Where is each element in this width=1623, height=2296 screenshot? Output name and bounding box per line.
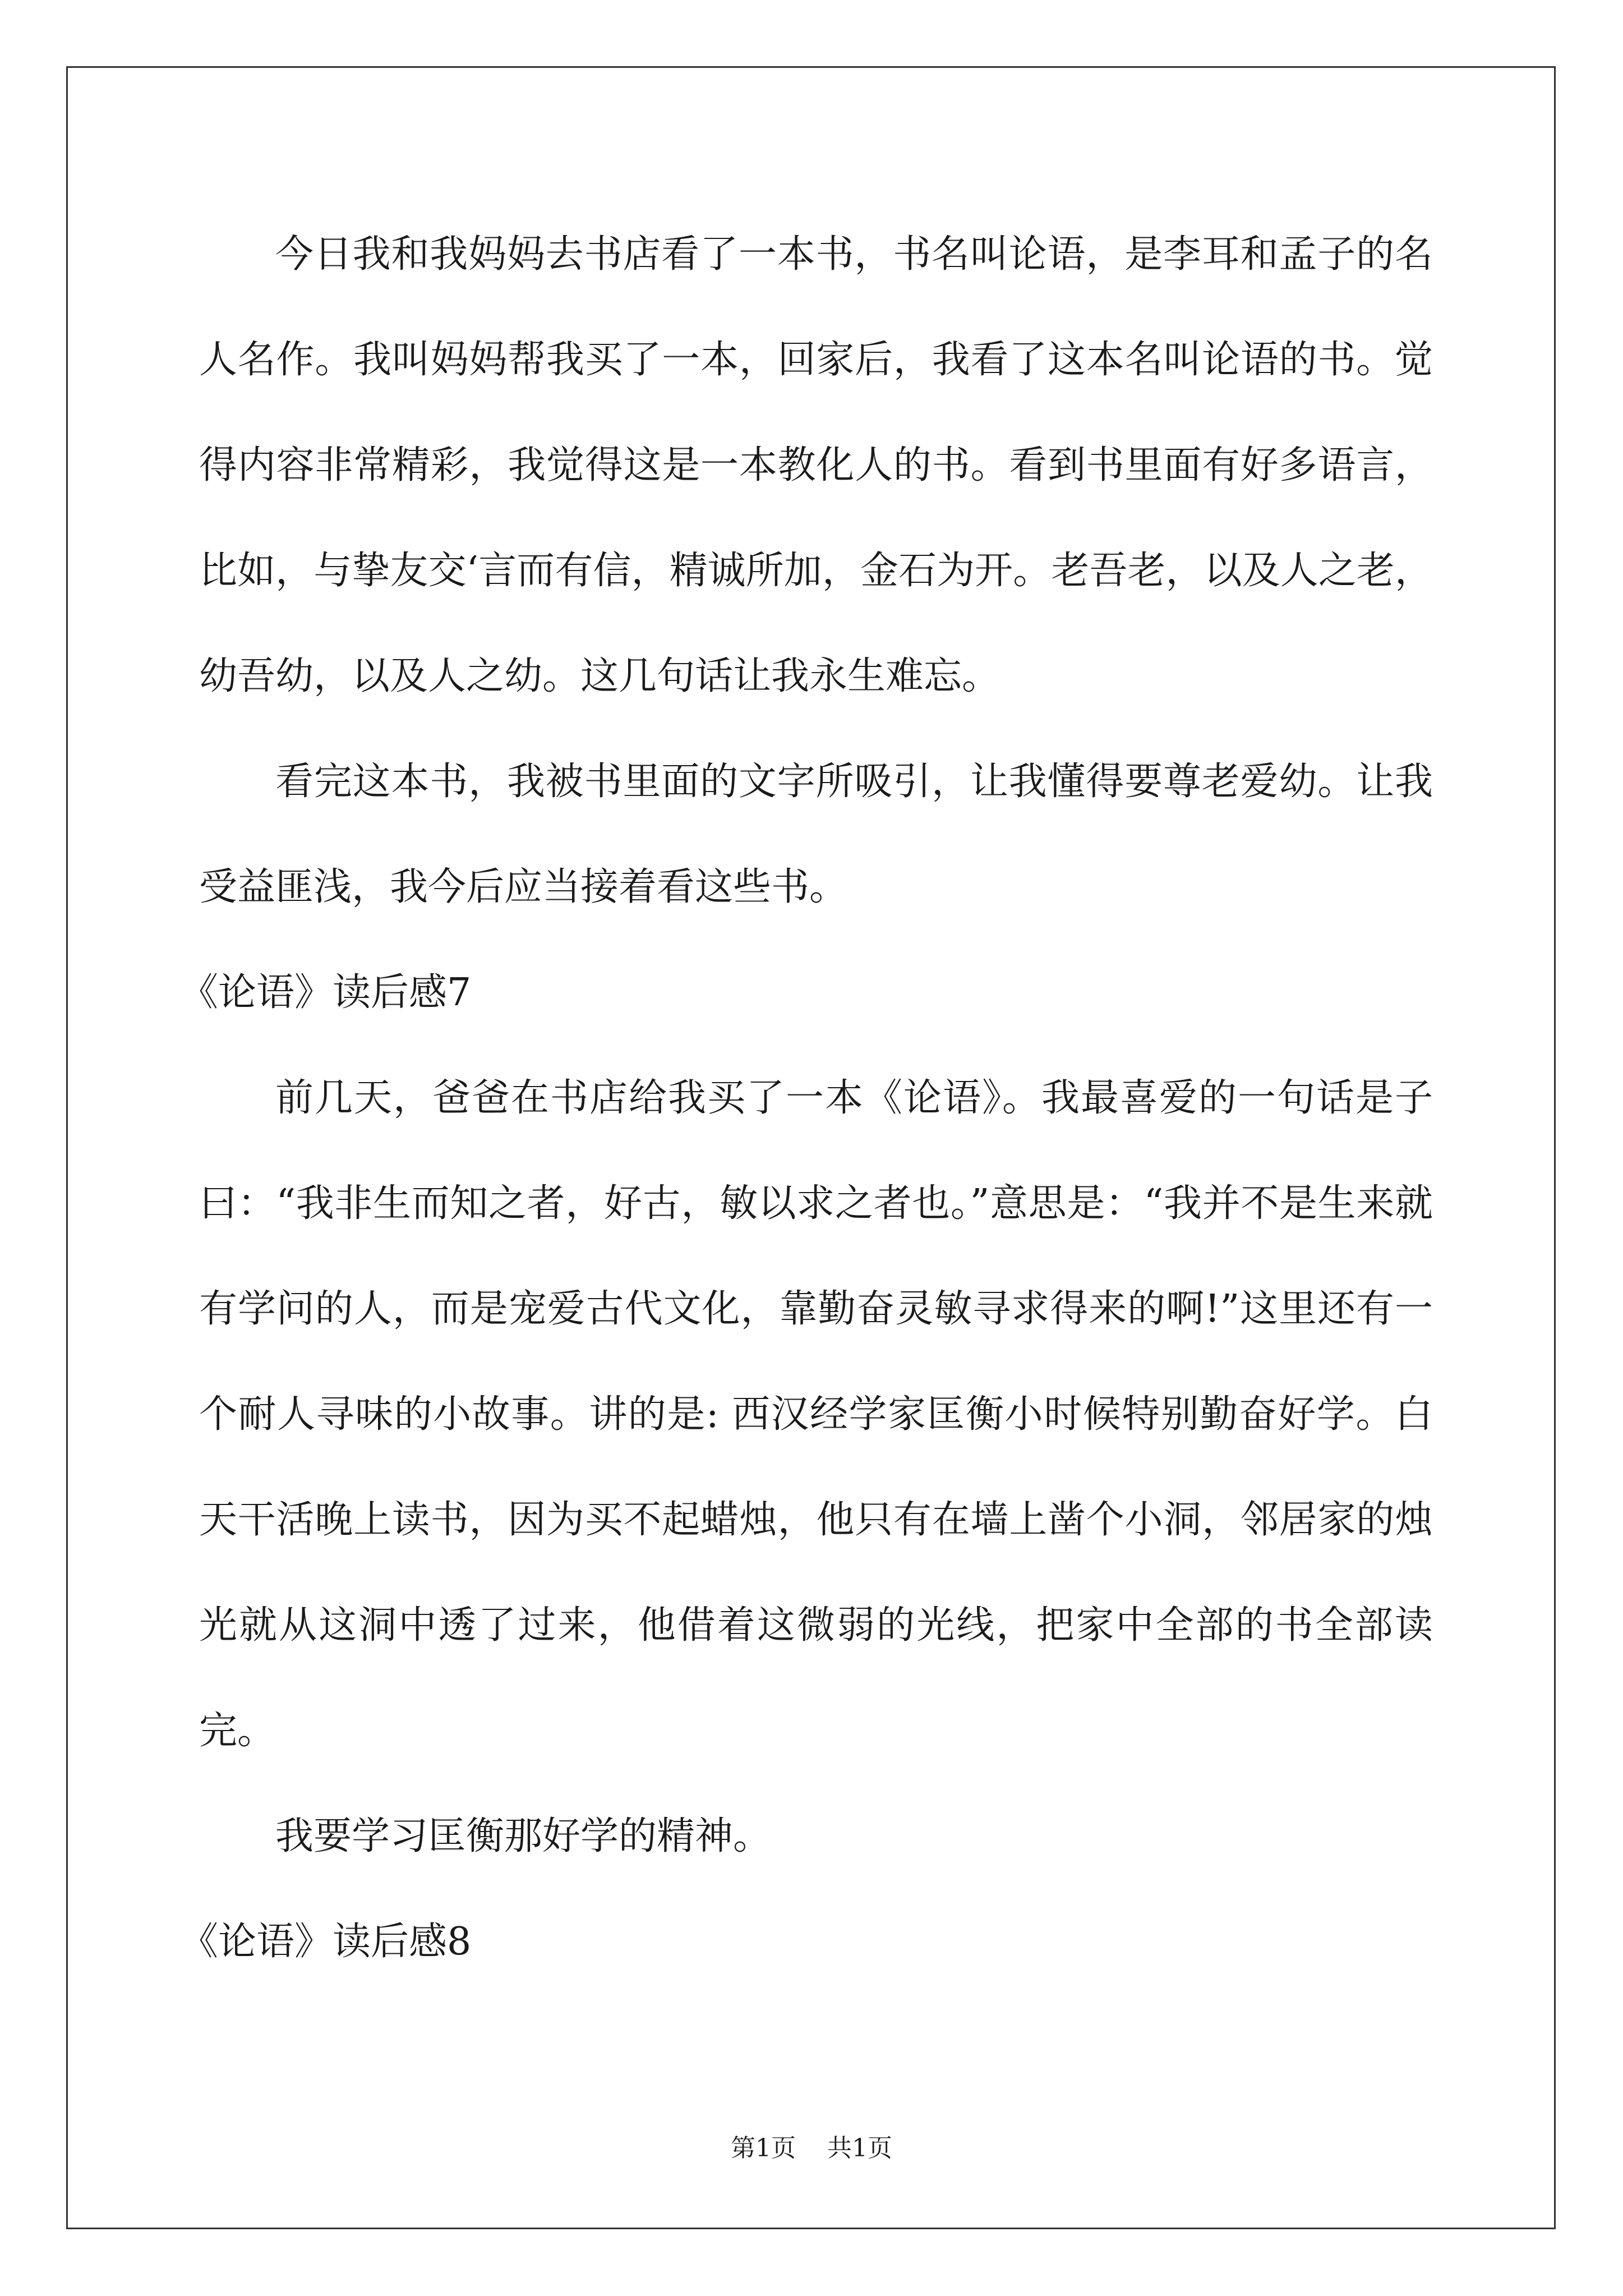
paragraph: 今日我和我妈妈去书店看了一本书，书名叫论语，是李耳和孟子的名人名作。我叫妈妈帮我买了一本，回家后，我看了这本名叫论语的书。觉得内容非常精彩，我觉得这是一本教化人的书。看到书里面有好多语言，比如，与挚友交‘言而有信，精诚所加，金石为开。老吾老，以及人之老，幼吾幼，以及人之幼。这几句话让我永生难忘。 xyxy=(199,232,1433,698)
page-footer xyxy=(0,2132,1623,2165)
section-heading: 《论语》读后感8 xyxy=(180,1920,472,1964)
paragraph: 前几天，爸爸在书店给我买了一本《论语》。我最喜爱的一句话是子曰：“我非生而知之者，好古，敏以求之者也。”意思是：“我并不是生来就有学问的人，而是宠爱古代文化，靠勤奋灵敏寻求得来的啊!”这里还有一个耐人寻味的小故事。讲的是: 西汉经学家匡衡小时候特别勤奋好学。白天干活晚上读书，因为买不起蜡烛，他只有在墙上凿个小洞，邻居家的烛光就从这洞中透了过来，他借着这微弱的光线，把家中全部的书全部读完。 xyxy=(199,1076,1433,1753)
document-body xyxy=(180,202,1433,1995)
page-number: 第1页 xyxy=(731,2134,796,2162)
page-total: 共1页 xyxy=(827,2134,892,2162)
paragraph: 我要学习匡衡那好学的精神。 xyxy=(275,1814,772,1858)
paragraph: 看完这本书，我被书里面的文字所吸引，让我懂得要尊老爱幼。让我受益匪浅，我今后应当接着看这些书。 xyxy=(199,760,1433,909)
section-heading: 《论语》读后感7 xyxy=(180,970,472,1015)
